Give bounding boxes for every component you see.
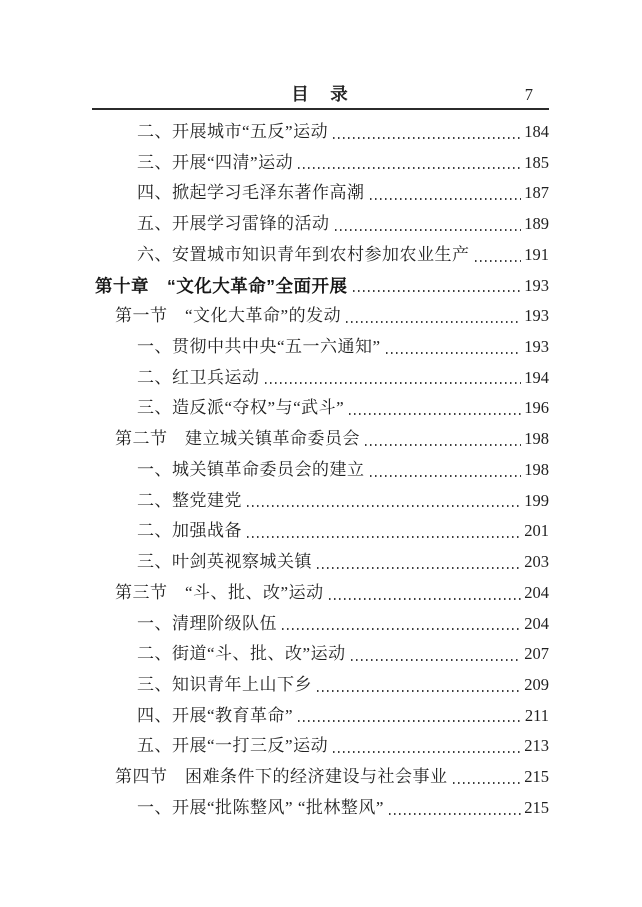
toc-entry-page-number: 198: [524, 459, 549, 479]
dot-leader: [293, 148, 524, 179]
toc-entry: [92, 301, 549, 332]
toc-entry-page-number: 198: [524, 429, 549, 449]
toc-entry-page-number: 189: [524, 214, 549, 234]
dot-leader: [341, 301, 524, 332]
toc-list: [92, 117, 549, 824]
toc-entry: [92, 762, 549, 793]
toc-entry-page-number: 201: [524, 521, 549, 541]
toc-entry: [92, 455, 549, 486]
toc-entry-text: 第二节 建立城关镇革命委员会: [115, 429, 360, 449]
toc-entry-text: 一、开展“批陈整风” “批林整风”: [137, 797, 384, 817]
toc-entry-text: 一、贯彻中共中央“五一六通知”: [137, 337, 381, 357]
toc-entry-text: 二、红卫兵运动: [137, 367, 260, 387]
toc-entry-text: 二、街道“斗、批、改”运动: [137, 644, 346, 664]
toc-entry: [92, 639, 549, 670]
dot-leader: [324, 578, 525, 609]
toc-entry-page-number: 193: [524, 275, 549, 295]
toc-entry-text: 一、清理阶级队伍: [137, 613, 277, 633]
toc-entry-text: 六、安置城市知识青年到农村参加农业生产: [137, 244, 470, 264]
dot-leader: [381, 332, 525, 363]
toc-entry-text: 三、开展“四清”运动: [137, 152, 294, 172]
page-header: [92, 84, 549, 108]
toc-entry-text: 二、开展城市“五反”运动: [137, 122, 329, 141]
toc-entry: [92, 793, 549, 824]
toc-entry: [92, 670, 549, 701]
toc-heading: 目 录: [291, 84, 350, 104]
dot-leader: [328, 731, 524, 762]
dot-leader: [470, 240, 525, 271]
toc-entry: [92, 240, 549, 271]
toc-entry-page-number: 194: [524, 367, 549, 387]
toc-entry-page-number: 193: [524, 337, 549, 357]
folio-page-number: 7: [524, 85, 533, 104]
toc-entry: [92, 516, 549, 547]
toc-entry-text: 第一节 “文化大革命”的发动: [115, 306, 342, 326]
dot-leader: [348, 271, 525, 302]
toc-entry-page-number: 209: [524, 674, 549, 694]
dot-leader: [365, 455, 525, 486]
toc-entry-page-number: 193: [524, 306, 549, 326]
toc-entry-text: 五、开展学习雷锋的活动: [137, 214, 330, 234]
toc-entry-page-number: 215: [524, 797, 549, 817]
toc-entry: [92, 117, 549, 148]
toc-entry: [92, 148, 549, 179]
toc-entry-text: 三、叶剑英视察城关镇: [137, 552, 312, 572]
dot-leader: [277, 609, 524, 640]
header-rule: [92, 108, 549, 110]
toc-entry: [92, 363, 549, 394]
dot-leader: [365, 178, 525, 209]
toc-entry-page-number: 204: [524, 613, 549, 633]
toc-entry-text: 四、开展“教育革命”: [137, 705, 294, 725]
dot-leader: [312, 670, 524, 701]
toc-entry-page-number: 196: [524, 398, 549, 418]
dot-leader: [328, 117, 524, 148]
dot-leader: [360, 424, 524, 455]
toc-entry-text: 三、造反派“夺权”与“武斗”: [137, 398, 345, 418]
toc-entry: [92, 486, 549, 517]
toc-entry-text: 二、加强战备: [137, 521, 242, 541]
dot-leader: [384, 793, 524, 824]
toc-entry-text: 三、知识青年上山下乡: [137, 674, 312, 694]
dot-leader: [293, 701, 525, 732]
dot-leader: [242, 516, 524, 547]
toc-entry-text: 第三节 “斗、批、改”运动: [115, 582, 324, 602]
toc-entry-text: 二、整党建党: [137, 490, 242, 510]
dot-leader: [312, 547, 524, 578]
toc-entry-page-number: 191: [524, 244, 549, 264]
toc-entry-page-number: 199: [524, 490, 549, 510]
toc-entry-text: 第十章 “文化大革命”全面开展: [95, 275, 348, 296]
toc-entry-text: 四、掀起学习毛泽东著作高潮: [137, 183, 365, 203]
toc-entry: [92, 731, 549, 762]
toc-entry-page-number: 203: [524, 552, 549, 572]
toc-entry-page-number: 215: [524, 767, 549, 787]
dot-leader: [346, 639, 525, 670]
toc-entry-page-number: 211: [524, 705, 549, 725]
dot-leader: [260, 363, 525, 394]
dot-leader: [242, 486, 524, 517]
toc-entry-text: 五、开展“一打三反”运动: [137, 736, 329, 756]
toc-entry-text: 一、城关镇革命委员会的建立: [137, 459, 365, 479]
toc-entry-page-number: 204: [524, 582, 549, 602]
toc-entry-page-number: 207: [524, 644, 549, 664]
document-page: [92, 84, 549, 824]
toc-entry-page-number: 213: [524, 736, 549, 756]
toc-entry: [92, 701, 549, 732]
toc-entry: [92, 424, 549, 455]
toc-entry: [92, 578, 549, 609]
toc-entry: [92, 332, 549, 363]
toc-entry: [92, 393, 549, 424]
toc-entry-page-number: 187: [524, 183, 549, 203]
toc-entry: [92, 547, 549, 578]
toc-entry-text: 第四节 困难条件下的经济建设与社会事业: [115, 767, 448, 787]
dot-leader: [448, 762, 525, 793]
dot-leader: [344, 393, 524, 424]
toc-entry-page-number: 184: [524, 122, 549, 141]
toc-entry: [92, 609, 549, 640]
toc-entry: [92, 271, 549, 302]
dot-leader: [330, 209, 525, 240]
toc-entry-page-number: 185: [524, 152, 549, 172]
toc-entry: [92, 209, 549, 240]
toc-entry: [92, 178, 549, 209]
